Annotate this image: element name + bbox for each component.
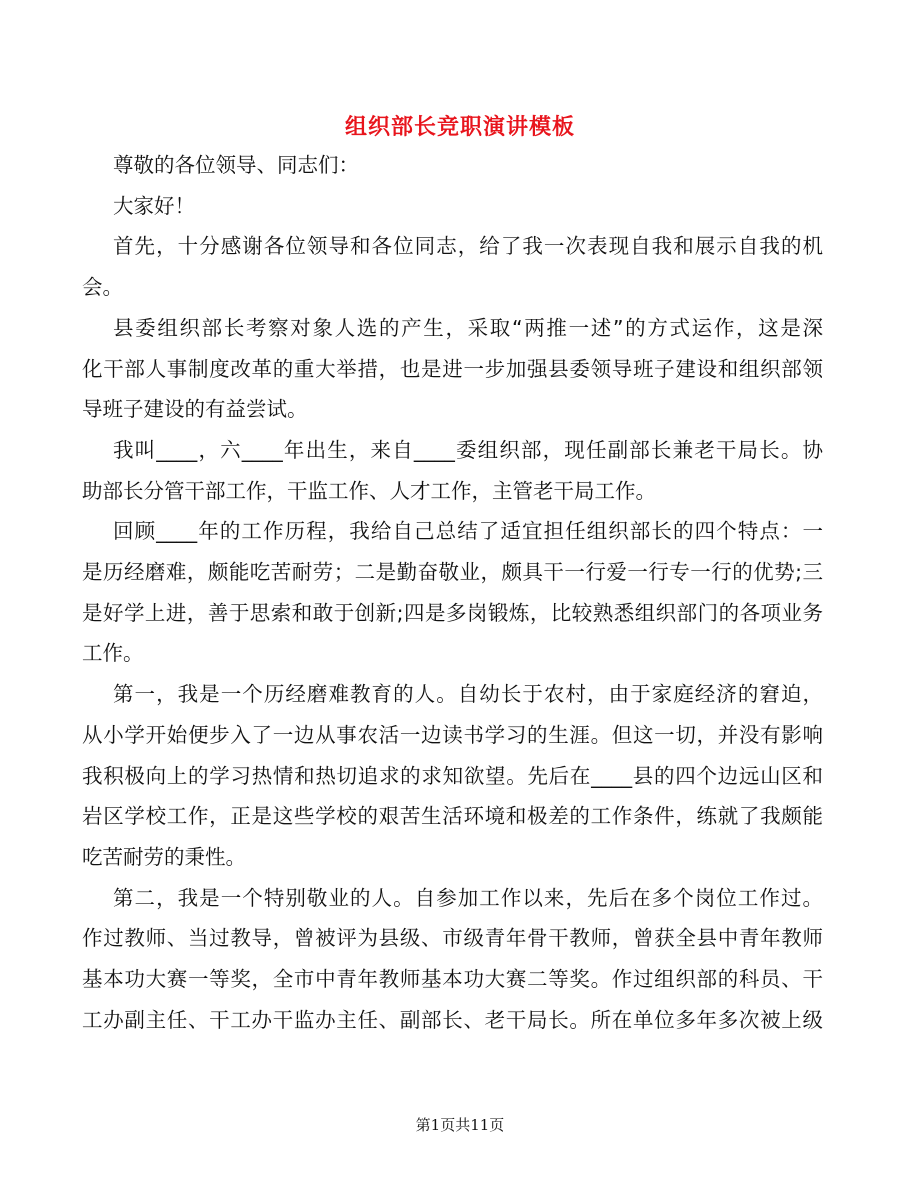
paragraph-8-line: 作过教师、当过教导，曾被评为县级、市级青年骨干教师，曾获全县中青年教师	[82, 926, 823, 951]
page-number: 第1页共11页	[415, 1116, 505, 1134]
paragraph-3-line: 会。	[82, 275, 123, 300]
paragraph-4-line: 化干部人事制度改革的重大举措，也是进一步加强县委领导班子建设和组织部领	[82, 356, 823, 381]
paragraph-6-line: 是好学上进，善于思索和敢于创新;四是多岗锻炼，比较熟悉组织部门的各项业务	[82, 600, 823, 625]
paragraph-7-line: 吃苦耐劳的秉性。	[82, 844, 246, 869]
paragraph-5-line: 助部长分管干部工作，干监工作、人才工作，主管老干局工作。	[82, 478, 656, 503]
paragraph-8-line: 第二，我是一个特别敬业的人。自参加工作以来，先后在多个岗位工作过。	[113, 885, 823, 910]
paragraph-4-line: 导班子建设的有益尝试。	[82, 397, 308, 422]
document-title: 组织部长竞职演讲模板	[344, 115, 575, 140]
paragraph-5-line: 我叫____，六____年出生，来自____委组织部，现任副部长兼老干局长。协	[113, 437, 823, 462]
paragraph-4-line: 县委组织部长考察对象人选的产生，采取“两推一述”的方式运作，这是深	[113, 315, 823, 340]
paragraph-6-line: 工作。	[82, 641, 144, 666]
paragraph-3-line: 首先，十分感谢各位领导和各位同志，给了我一次表现自我和展示自我的机	[113, 234, 823, 259]
paragraph-8-line: 工办副主任、干工办干监办主任、副部长、老干局长。所在单位多年多次被上级	[82, 1007, 823, 1032]
paragraph-6-line: 回顾____年的工作历程，我给自己总结了适宜担任组织部长的四个特点：一	[113, 519, 823, 544]
paragraph-7-line: 从小学开始便步入了一边从事农活一边读书学习的生涯。但这一切，并没有影响	[82, 722, 823, 747]
paragraph-7-line: 岩区学校工作，正是这些学校的艰苦生活环境和极差的工作条件，练就了我颇能	[82, 804, 823, 829]
paragraph-6-line: 是历经磨难，颇能吃苦耐劳；二是勤奋敬业，颇具干一行爱一行专一行的优势;三	[82, 560, 823, 584]
paragraph-1-line: 尊敬的各位领导、同志们：	[113, 153, 359, 177]
paragraph-2-line: 大家好！	[113, 193, 195, 218]
paragraph-7-line: 第一，我是一个历经磨难教育的人。自幼长于农村，由于家庭经济的窘迫，	[113, 682, 823, 707]
paragraph-7-line: 我积极向上的学习热情和热切追求的求知欲望。先后在____县的四个边远山区和	[82, 763, 823, 788]
paragraph-8-line: 基本功大赛一等奖，全市中青年教师基本功大赛二等奖。作过组织部的科员、干	[82, 967, 823, 991]
